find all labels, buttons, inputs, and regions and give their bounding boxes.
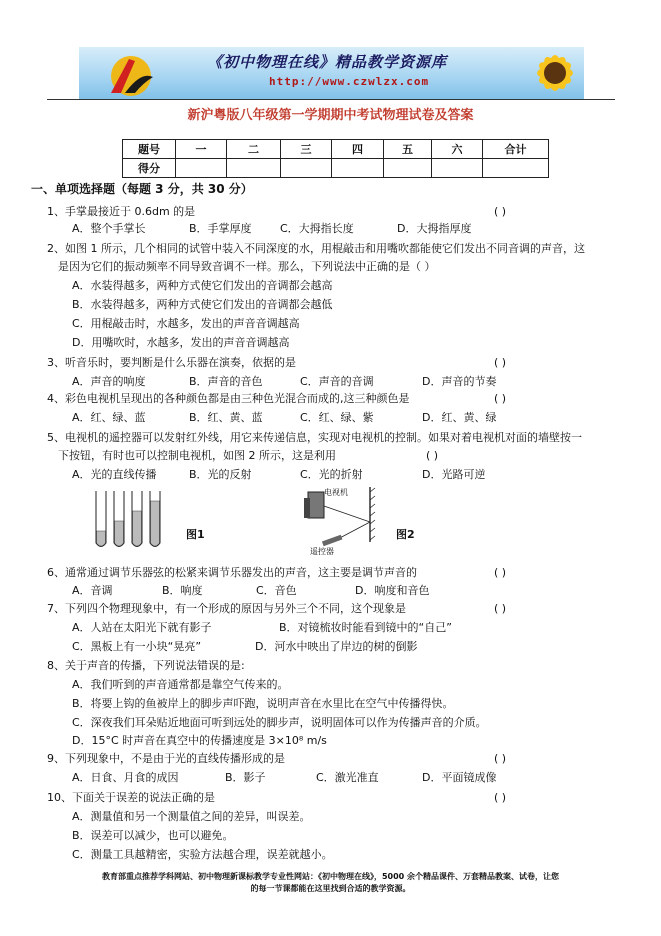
option: A．人站在太阳光下就有影子 xyxy=(72,621,212,634)
option: A．红、绿、蓝 xyxy=(72,411,146,424)
table-cell: 六 xyxy=(432,140,483,159)
site-logo-icon xyxy=(91,51,171,97)
option: D．平面镜成像 xyxy=(422,771,497,784)
option: A．整个手掌长 xyxy=(72,222,146,235)
option: D．河水中映出了岸边的树的倒影 xyxy=(255,640,418,653)
table-cell: 合计 xyxy=(483,140,549,159)
option: B．影子 xyxy=(225,771,266,784)
answer-blank[interactable]: ( ) xyxy=(494,356,507,369)
footer xyxy=(30,871,631,895)
table-cell: 三 xyxy=(281,140,332,159)
question-2-cont: 是因为它们的振动频率不同导致音调不一样。那么，下列说法中正确的是（ ） xyxy=(58,260,436,273)
score-cell[interactable] xyxy=(227,159,281,178)
answer-blank[interactable]: ( ) xyxy=(494,392,507,405)
option: C．音色 xyxy=(256,584,297,597)
score-cell[interactable] xyxy=(483,159,549,178)
option: A．水装得越多，两种方式使它们发出的音调都会越高 xyxy=(72,279,333,292)
score-cell[interactable] xyxy=(332,159,384,178)
option: D．红、黄、绿 xyxy=(422,411,497,424)
option: A．光的直线传播 xyxy=(72,468,157,481)
option: C．深夜我们耳朵贴近地面可听到远处的脚步声，说明固体可以作为传播声音的介质。 xyxy=(72,716,487,729)
option: C．激光准直 xyxy=(316,771,379,784)
option: B．手掌厚度 xyxy=(189,222,252,235)
water-level xyxy=(133,511,142,546)
option: D．用嘴吹时，水越多，发出的声音音调越高 xyxy=(72,336,290,349)
answer-blank[interactable]: ( ) xyxy=(494,566,507,579)
figure-1-label: 图1 xyxy=(186,528,205,541)
option: C．声音的音调 xyxy=(300,375,374,388)
water-level xyxy=(97,531,106,546)
question-4: 4、彩色电视机呈现出的各种颜色都是由三种色光混合而成的,这三种颜色是 xyxy=(47,392,410,405)
page-title: 新沪粤版八年级第一学期期中考试物理试卷及答案 xyxy=(187,108,474,123)
option: B．误差可以减少，也可以避免。 xyxy=(72,829,234,842)
option: D．响度和音色 xyxy=(355,584,430,597)
score-table-row xyxy=(123,159,549,178)
question-5-cont: 下按钮，有时也可以控制电视机，如图 2 所示，这是利用 xyxy=(58,449,336,462)
score-cell[interactable] xyxy=(281,159,332,178)
table-cell: 二 xyxy=(227,140,281,159)
table-cell: 四 xyxy=(332,140,384,159)
option: B．水装得越多，两种方式使它们发出的音调都会越低 xyxy=(72,298,333,311)
footer-line: 教育部重点推荐学科网站、初中物理新课标教学专业性网站：《初中物理在线》，5000 余个精品课件、万套精品教案、试卷，让您 xyxy=(101,872,560,881)
table-cell: 五 xyxy=(384,140,432,159)
score-cell[interactable] xyxy=(384,159,432,178)
header-rule xyxy=(47,99,615,100)
option: C．大拇指长度 xyxy=(280,222,354,235)
option: C．红、绿、紫 xyxy=(300,411,374,424)
remote-label: 遥控器 xyxy=(310,547,334,556)
score-cell[interactable] xyxy=(176,159,227,178)
tv-label: 电视机 xyxy=(324,488,348,497)
question-7: 7、下列四个物理现象中，有一个形成的原因与另外三个不同，这个现象是 xyxy=(47,602,406,615)
question-6: 6、通常通过调节乐器弦的松紧来调节乐器发出的声音，这主要是调节声音的 xyxy=(47,566,417,579)
banner-title: 《初中物理在线》精品教学资源库 xyxy=(207,53,448,71)
water-level xyxy=(151,501,160,546)
option: C．测量工具越精密，实验方法越合理，误差就越小。 xyxy=(72,848,333,861)
option: A．日食、月食的成因 xyxy=(72,771,179,784)
tv-icon xyxy=(308,492,324,518)
option: B．声音的音色 xyxy=(189,375,263,388)
option: B．光的反射 xyxy=(189,468,252,481)
answer-blank[interactable]: ( ) xyxy=(494,205,507,218)
question-10: 10、下面关于误差的说法正确的是 xyxy=(47,791,215,804)
banner-url: http://www.czwlzx.com xyxy=(269,75,430,88)
sunflower-icon xyxy=(519,47,584,100)
score-table xyxy=(122,139,549,178)
score-cell[interactable] xyxy=(432,159,483,178)
option: D．15°C 时声音在真空中的传播速度是 3×10⁸ m/s xyxy=(72,734,327,747)
option: C．用棍敲击时，水越多，发出的声音音调越高 xyxy=(72,317,300,330)
question-9: 9、下列现象中，不是由于光的直线传播形成的是 xyxy=(47,752,285,765)
figure-2-label: 图2 xyxy=(396,528,415,541)
answer-blank[interactable]: ( ) xyxy=(494,602,507,615)
option: B．对镜梳妆时能看到镜中的“自己” xyxy=(279,621,452,634)
question-5: 5、电视机的遥控器可以发射红外线，用它来传递信息，实现对电视机的控制。如果对着电视机对面的墙壁按一 xyxy=(47,431,582,444)
option: C．光的折射 xyxy=(300,468,363,481)
question-2: 2、如图 1 所示，几个相同的试管中装入不同深度的水，用棍敲击和用嘴吹都能使它们发出不同音调的声音，这 xyxy=(47,242,585,255)
question-3: 3、听音乐时，要判断是什么乐器在演奏，依据的是 xyxy=(47,356,296,369)
option: A．测量值和另一个测量值之间的差异，叫误差。 xyxy=(72,810,311,823)
answer-blank[interactable]: ( ) xyxy=(494,752,507,765)
table-cell: 得分 xyxy=(123,159,176,178)
option: B．响度 xyxy=(162,584,203,597)
option: A．我们听到的声音通常都是靠空气传来的。 xyxy=(72,678,289,691)
option: C．黑板上有一小块“晃亮” xyxy=(72,640,202,653)
remote-icon xyxy=(322,535,343,547)
score-table-header-row xyxy=(123,140,549,159)
option: A．音调 xyxy=(72,584,113,597)
option: D．大拇指厚度 xyxy=(397,222,472,235)
table-cell: 一 xyxy=(176,140,227,159)
option: B．红、黄、蓝 xyxy=(189,411,263,424)
option: D．光路可逆 xyxy=(422,468,486,481)
table-cell: 题号 xyxy=(123,140,176,159)
question-8: 8、关于声音的传播，下列说法错误的是: xyxy=(47,659,245,672)
answer-blank[interactable]: ( ) xyxy=(494,791,507,804)
option: A．声音的响度 xyxy=(72,375,146,388)
water-level xyxy=(115,521,124,546)
figure-1-test-tubes xyxy=(90,488,170,553)
option: B．将要上钩的鱼被岸上的脚步声吓跑，说明声音在水里比在空气中传播得快。 xyxy=(72,697,454,710)
option: D．声音的节奏 xyxy=(422,375,497,388)
question-1: 1、手掌最接近于 0.6dm 的是 xyxy=(47,205,196,218)
answer-blank[interactable]: ( ) xyxy=(426,449,439,462)
footer-line: 的每一节课都能在这里找到合适的教学资源。 xyxy=(250,884,411,893)
header-banner xyxy=(79,47,584,100)
section-heading: 一、单项选择题（每题 3 分，共 30 分） xyxy=(31,182,253,196)
